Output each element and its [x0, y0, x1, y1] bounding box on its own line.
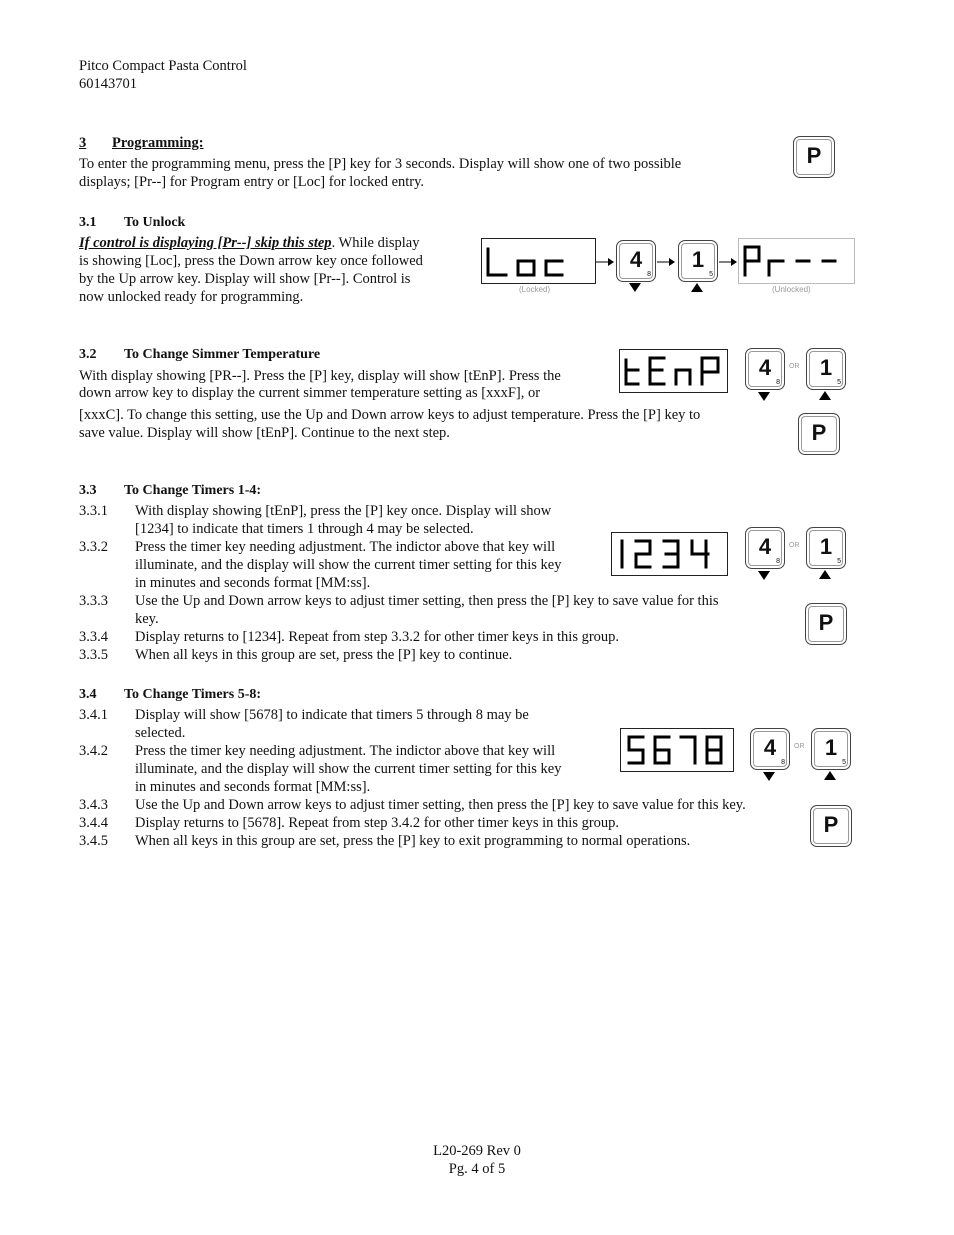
- lcd-display-locked: [481, 238, 596, 284]
- or-label: OR: [789, 542, 800, 549]
- doc-title: Pitco Compact Pasta Control: [79, 58, 247, 74]
- arrow-right-icon: [657, 257, 677, 267]
- section-3-line: To enter the programming menu, press the [P] key for 3 seconds. Display will show one of two possible: [79, 156, 682, 172]
- footer-page-number: Pg. 4 of 5: [448, 1161, 506, 1177]
- down-arrow-key-icon: 4 8: [745, 348, 785, 390]
- up-triangle-icon: [824, 771, 836, 780]
- down-triangle-icon: [763, 772, 775, 781]
- locked-caption: (Locked): [519, 285, 551, 294]
- lcd-1234-icon: [612, 533, 727, 575]
- step-text: selected.: [135, 725, 186, 741]
- up-arrow-key-icon: 1 5: [678, 240, 718, 282]
- section-3-2-line: down arrow key to display the current simmer temperature setting as [xxxF], or: [79, 385, 541, 401]
- section-3-2-line: [xxxC]. To change this setting, use the Up and Down arrow keys to adjust temperature. Press the [P] key to: [79, 407, 701, 423]
- lcd-loc-icon: [482, 239, 595, 283]
- step-text: Display will show [5678] to indicate that timers 5 through 8 may be: [135, 707, 529, 723]
- lcd-5678-icon: [621, 729, 733, 771]
- step-text: Use the Up and Down arrow keys to adjust timer setting, then press the [P] key to save value for this key.: [135, 797, 746, 813]
- up-triangle-icon: [819, 570, 831, 579]
- step-text: illuminate, and the display will show the current timer setting for this key: [135, 761, 562, 777]
- or-label: OR: [794, 743, 805, 750]
- step-number: 3.3.2: [79, 539, 108, 555]
- section-3-3-number: 3.3: [79, 483, 97, 498]
- section-3-4-number: 3.4: [79, 687, 97, 702]
- lcd-pr-icon: [739, 239, 854, 283]
- lcd-display-temp: [619, 349, 728, 393]
- step-number: 3.4.2: [79, 743, 108, 759]
- p-key-icon: P: [805, 603, 847, 645]
- step-text: Display returns to [5678]. Repeat from step 3.4.2 for other timer keys in this group.: [135, 815, 620, 831]
- section-3-2-line: With display showing [PR--]. Press the [P] key, display will show [tEnP]. Press the: [79, 368, 561, 384]
- step-text: [1234] to indicate that timers 1 through 4 may be selected.: [135, 521, 474, 537]
- lcd-display-1234: [611, 532, 728, 576]
- step-number: 3.3.5: [79, 647, 108, 663]
- step-number: 3.3.3: [79, 593, 108, 609]
- up-triangle-icon: [819, 391, 831, 400]
- section-3-2-title: To Change Simmer Temperature: [124, 347, 321, 362]
- section-3-1-line: is showing [Loc], press the Down arrow key once followed: [79, 253, 423, 269]
- section-3-2-number: 3.2: [79, 347, 97, 362]
- arrow-right-icon: [719, 257, 739, 267]
- step-number: 3.3.1: [79, 503, 108, 519]
- step-text: key.: [135, 611, 159, 627]
- footer-revision: L20-269 Rev 0: [433, 1143, 521, 1159]
- section-3-1-title: To Unlock: [124, 215, 186, 230]
- lcd-tenp-icon: [620, 350, 727, 392]
- section-3-1-line: by the Up arrow key. Display will show [Pr--]. Control is: [79, 271, 411, 287]
- step-text: Use the Up and Down arrow keys to adjust timer setting, then press the [P] key to save value for this: [135, 593, 719, 609]
- section-3-number: 3: [79, 135, 87, 151]
- step-text: Press the timer key needing adjustment. The indictor above that key will: [135, 743, 556, 759]
- lcd-display-unlocked: [738, 238, 855, 284]
- section-3-title: Programming:: [112, 135, 204, 151]
- down-arrow-key-icon: 4 8: [750, 728, 790, 770]
- up-arrow-key-icon: 1 5: [806, 348, 846, 390]
- step-number: 3.4.5: [79, 833, 108, 849]
- doc-part-number: 60143701: [79, 76, 137, 92]
- p-key-icon: P: [793, 136, 835, 178]
- up-arrow-key-icon: 1 5: [806, 527, 846, 569]
- or-label: OR: [789, 363, 800, 370]
- step-number: 3.3.4: [79, 629, 108, 645]
- section-3-1-line: now unlocked ready for programming.: [79, 289, 304, 305]
- lcd-display-5678: [620, 728, 734, 772]
- step-text: Display returns to [1234]. Repeat from step 3.3.2 for other timer keys in this group.: [135, 629, 620, 645]
- step-number: 3.4.4: [79, 815, 108, 831]
- section-3-1-number: 3.1: [79, 215, 97, 230]
- step-text: in minutes and seconds format [MM:ss].: [135, 779, 371, 795]
- step-text: With display showing [tEnP], press the [P] key once. Display will show: [135, 503, 552, 519]
- step-text: Press the timer key needing adjustment. The indictor above that key will: [135, 539, 556, 555]
- step-text: When all keys in this group are set, press the [P] key to exit programming to normal operations.: [135, 833, 691, 849]
- section-3-line: displays; [Pr--] for Program entry or [Loc] for locked entry.: [79, 174, 425, 190]
- section-3-4-title: To Change Timers 5-8:: [124, 687, 262, 702]
- step-text: When all keys in this group are set, press the [P] key to continue.: [135, 647, 513, 663]
- p-key-icon: P: [810, 805, 852, 847]
- step-number: 3.4.3: [79, 797, 108, 813]
- step-number: 3.4.1: [79, 707, 108, 723]
- p-key-icon: P: [798, 413, 840, 455]
- arrow-right-icon: [596, 257, 616, 267]
- down-triangle-icon: [758, 571, 770, 580]
- down-triangle-icon: [629, 283, 641, 292]
- section-3-2-line: save value. Display will show [tEnP]. Continue to the next step.: [79, 425, 450, 441]
- up-arrow-key-icon: 1 5: [811, 728, 851, 770]
- step-text: in minutes and seconds format [MM:ss].: [135, 575, 371, 591]
- up-triangle-icon: [691, 283, 703, 292]
- down-arrow-key-icon: 4 8: [745, 527, 785, 569]
- section-3-1-lead-line: [79, 234, 420, 252]
- step-text: illuminate, and the display will show the current timer setting for this key: [135, 557, 562, 573]
- down-arrow-key-icon: 4 8: [616, 240, 656, 282]
- unlocked-caption: (Unlocked): [772, 285, 811, 294]
- down-triangle-icon: [758, 392, 770, 401]
- skip-note: If control is displaying [Pr--] skip this step: [79, 235, 332, 251]
- section-3-3-title: To Change Timers 1-4:: [124, 483, 262, 498]
- lead-tail: . While display: [331, 235, 420, 251]
